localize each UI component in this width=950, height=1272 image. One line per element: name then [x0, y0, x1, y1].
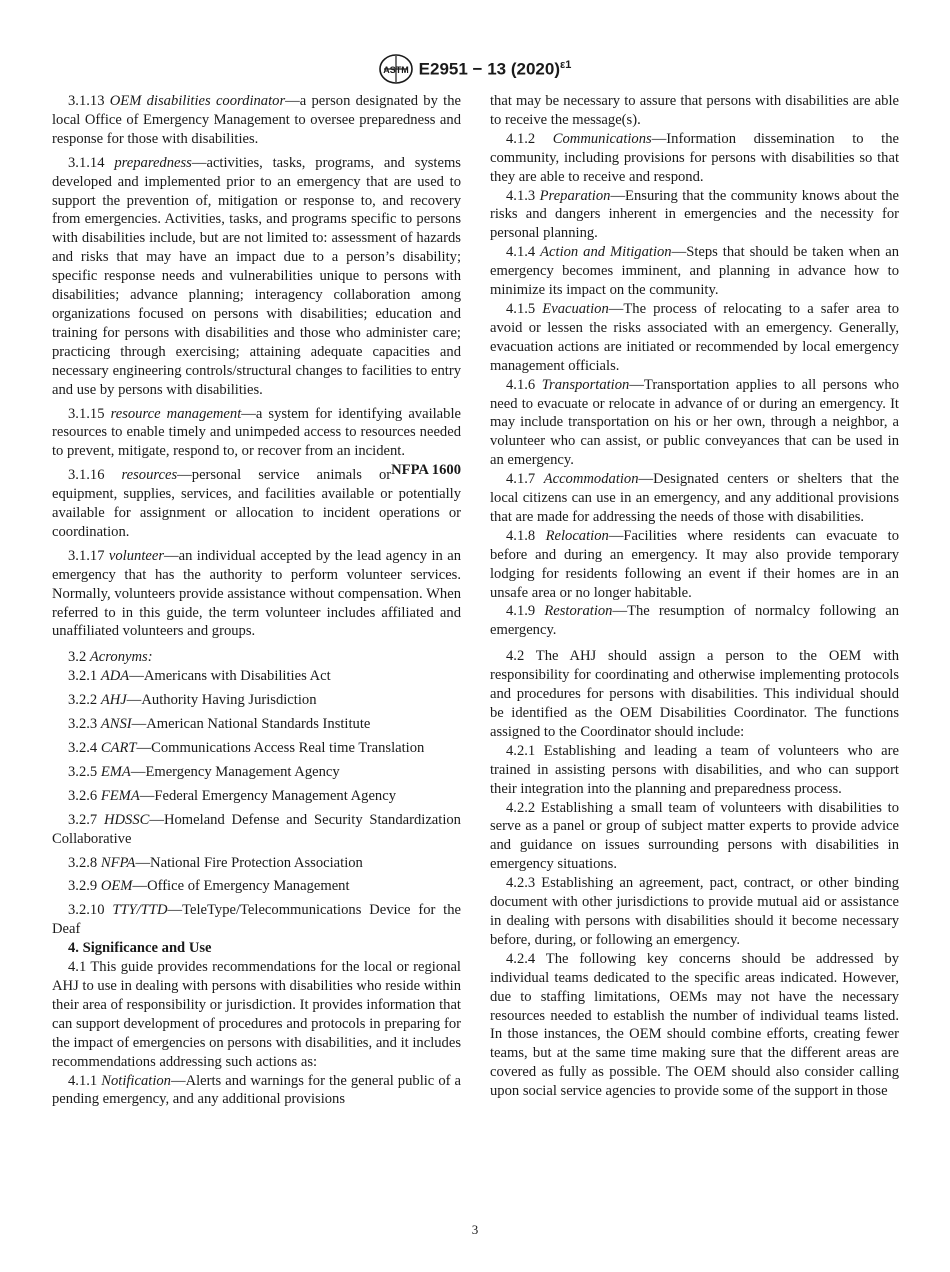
- paragraph-4-1: 4.1 This guide provides recommendations for the local or regional AHJ to use in dealing with persons with disabilities who reside within their area of responsibility or jurisdiction. It provides information that can support development of procedures and protocols in preparing for the impact of emergencies on persons with disabilities, and it includes recommendations addressing such actions as:: [52, 959, 461, 1070]
- definition-3-1-16: 3.1.16 resources—personal service animals or equipment, supplies, services, and facilities available or potentially available for assignment or allocation to incident operations or coordination.: [52, 467, 461, 540]
- acronym-3-2-6: 3.2.6 FEMA—Federal Emergency Management Agency: [68, 787, 396, 804]
- paragraph-4-1-2: 4.1.2 Communications—Information dissemination to the community, including provisions for persons with disabilities so that they are able to receive and respond.: [490, 130, 899, 185]
- paragraph-4-2: 4.2 The AHJ should assign a person to the OEM with responsibility for coordinating and otherwise implementing protocols and procedures for persons with disabilities. This individual should be identified as the OEM Disabilities Coordinator. The functions assigned to the Coordinator should include:: [490, 648, 899, 740]
- paragraph-4-1-3: 4.1.3 Preparation—Ensuring that the community knows about the risks and dangers inherent in emergencies and the necessity for personal planning.: [490, 187, 899, 242]
- paragraph-4-1-4: 4.1.4 Action and Mitigation—Steps that should be taken when an emergency becomes imminent, and planning in advance how to minimize its impact on the community.: [490, 244, 899, 299]
- paragraph-4-2-4: 4.2.4 The following key concerns should be addressed by individual teams dedicated to the specific areas indicated. However, due to staffing limitations, OEMs may not have the necessary resources needed to establish the number of individual teams listed. In those instances, the OEM should combine efforts, creating fewer teams, but at the same time making sure that the different areas are covered as fully as possible. The OEM should also consider calling upon social service agencies to provide some of the support in those: [490, 950, 899, 1100]
- paragraph-4-2-3: 4.2.3 Establishing an agreement, pact, contract, or other binding document with other jurisdictions to provide mutual aid or assistance in dealing with persons with disabilities should it become necessary before, during, or following an emergency.: [490, 875, 899, 948]
- paragraph-4-2-2: 4.2.2 Establishing a small team of volunteers with disabilities to serve as a panel or group of subject matter experts to provide advice and guidance on issues surrounding persons with disabilities in emergency situations.: [490, 799, 899, 873]
- acronym-3-2-5: 3.2.5 EMA—Emergency Management Agency: [68, 763, 340, 780]
- paragraph-4-1-1: 4.1.1 Notification—Alerts and warnings for the general public of a pending emergency, and any additional provisions: [52, 1072, 461, 1108]
- acronym-3-2-8: 3.2.8 NFPA—National Fire Protection Association: [68, 854, 363, 871]
- paragraph-4-1-6: 4.1.6 Transportation—Transportation applies to all persons who need to evacuate or relocate in advance of or during an emergency. It may include transportation on his or her own, through a neighbor, a volunteer who can assist, or public conveyances that can be used in an emergency.: [490, 376, 900, 469]
- page-number: 3: [471, 1222, 479, 1237]
- astm-logo-icon: [379, 54, 413, 84]
- paragraph-4-1-9: 4.1.9 Restoration—The resumption of normalcy following an emergency.: [490, 603, 900, 639]
- acronym-3-2-1: 3.2.1 ADA—Americans with Disabilities Act: [68, 668, 331, 685]
- paragraph-4-1-1-continued: that may be necessary to assure that persons with disabilities are able to receive the message(s).: [490, 93, 899, 128]
- standard-designation: E2951 − 13 $(2020)^{\varepsilon 1}$: [418, 58, 572, 79]
- paragraph-4-2-1: 4.2.1 Establishing and leading a team of volunteers who are trained in assisting persons with disabilities, and who can support their integration into the planning and preparedness process.: [490, 742, 899, 797]
- acronym-3-2-2: 3.2.2 AHJ—Authority Having Jurisdiction: [68, 692, 317, 709]
- paragraph-4-1-7: 4.1.7 Accommodation—Designated centers or shelters that the local citizens can use in an emergency, and any additional provisions that are made for addressing the needs of those with disabilities.: [490, 471, 899, 525]
- acronym-3-2-10: 3.2.10 TTY/TTD—TeleType/Telecommunications Device for the Deaf: [52, 902, 462, 938]
- acronym-3-2-7: 3.2.7 HDSSC—Homeland Defense and Security Standardization Collaborative: [52, 811, 461, 847]
- acronym-3-2-4: 3.2.4 CART—Communications Access Real time Translation: [68, 740, 425, 756]
- acronyms-heading: 3.2 Acronyms:: [68, 649, 153, 666]
- page-header: [0, 54, 950, 89]
- definition-3-1-15: 3.1.15 resource management—a system for identifying available resources to enable timely and unimpeded access to resources needed to prevent, mitigate, respond to, or recover from an incident. NFPA 1600: [52, 405, 461, 479]
- nfpa-reference: NFPA 1600: [391, 462, 461, 479]
- svg-text:ASTM: ASTM: [382, 65, 409, 75]
- paragraph-4-1-8: 4.1.8 Relocation—Facilities where residents can evacuate to before and during an emergency. It may also provide temporary lodging for residents following an event if their homes are in an unsafe area or no longer habitable.: [490, 527, 899, 601]
- definition-3-1-13: 3.1.13 OEM disabilities coordinator—a person designated by the local Office of Emergency Management to oversee preparedness and response for those with disabilities.: [52, 93, 461, 147]
- definition-3-1-17: 3.1.17 volunteer—an individual accepted by the lead agency in an emergency that has the authority to perform volunteer services. Normally, volunteers provide assistance without compensation. When referred to in this guide, the term volunteer includes affiliated and unaffiliated volunteers and groups.: [52, 547, 461, 640]
- left-column: [52, 92, 461, 1109]
- right-column: [490, 92, 899, 1101]
- paragraph-4-1-5: 4.1.5 Evacuation—The process of relocating to a safer area to avoid or lessen the risks associated with an emergency. Generally, evacuation actions are initiated or recommended by local emergency management officials.: [490, 300, 899, 374]
- acronym-3-2-9: 3.2.9 OEM—Office of Emergency Management: [68, 878, 350, 895]
- definition-3-1-14: 3.1.14 preparedness—activities, tasks, programs, and systems developed and implemented prior to an emergency that are used to support the prevention of, mitigation or response to, and recovery from emergencies. Activities, tasks, and programs specific to persons with disabilities include, but are not limited to: assessment of hazards and risks that may have an impact due to a person’s disability; specific response needs and vulnerabilities unique to persons with disabilities; advance planning; interagency collaboration among organizations focused on persons with disabilities; education and training for persons with disabilities and those who administer care; practicing through exercising; attaining adequate capacities and necessary engineering controls/structural changes to facilities to entry and use by persons with disabilities.: [52, 154, 461, 398]
- acronym-3-2-3: 3.2.3 ANSI—American National Standards Institute: [68, 716, 371, 733]
- section-4-heading: 4. Significance and Use: [68, 940, 212, 957]
